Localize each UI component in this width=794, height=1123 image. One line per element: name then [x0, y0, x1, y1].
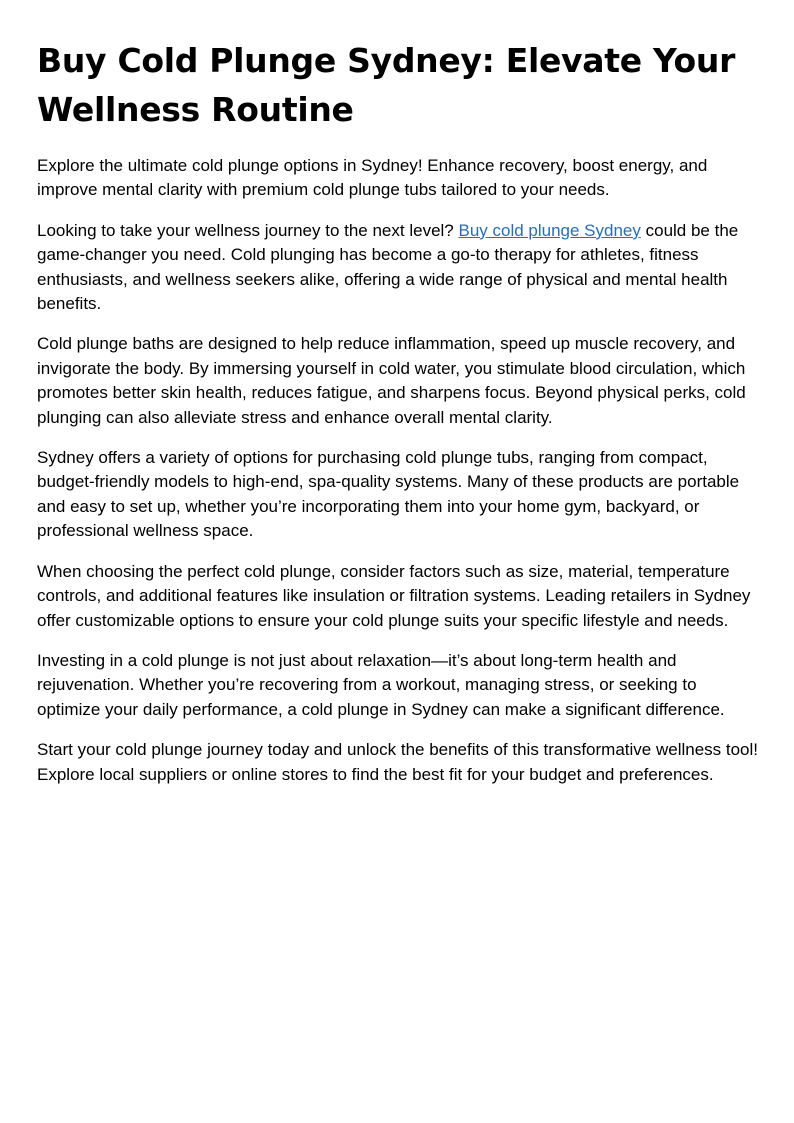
paragraph-5: When choosing the perfect cold plunge, consider factors such as size, material, temperature controls, and additional features like insulation or filtration systems. Leading retailers in Sydney offer customizable options to ensure your cold plunge suits your specific lifestyle and needs. [37, 561, 751, 630]
paragraph-6: Investing in a cold plunge is not just about relaxation—it’s about long-term health and rejuvenation. Whether you’re recovering from a workout, managing stress, or seeking to optimize your daily performance, a cold plunge in Sydney can make a significant difference. [37, 650, 725, 719]
buy-cold-plunge-sydney-link[interactable]: Buy cold plunge Sydney [458, 220, 641, 240]
page-title: Buy Cold Plunge Sydney: Elevate Your Wellness Routine [37, 41, 736, 129]
paragraph-2 [37, 219, 759, 317]
intro-paragraph: Explore the ultimate cold plunge options in Sydney! Enhance recovery, boost energy, and improve mental clarity with premium cold plunge tubs tailored to your needs. [37, 156, 708, 200]
paragraph-4: Sydney offers a variety of options for purchasing cold plunge tubs, ranging from compact, budget-friendly models to high-end, spa-quality systems. Many of these products are portable and easy to set up, whether you’re incorporating them into your home gym, backyard, or professional wellness space. [37, 448, 740, 541]
article [37, 36, 759, 803]
paragraph-2-after-link: could be the game-changer you need. Cold plunging has become a go-to therapy for athletes, fitness enthusiasts, and wellness seekers alike, offering a wide range of physical and mental health benefits. [37, 220, 739, 314]
paragraph-2-before-link: Looking to take your wellness journey to the next level? [37, 220, 459, 240]
paragraph-3: Cold plunge baths are designed to help reduce inflammation, speed up muscle recovery, and invigorate the body. By immersing yourself in cold water, you stimulate blood circulation, which promotes better skin health, reduces fatigue, and sharpens focus. Beyond physical perks, cold plunging can also alleviate stress and enhance overall mental clarity. [37, 334, 746, 427]
paragraph-7: Start your cold plunge journey today and unlock the benefits of this transformative wellness tool! Explore local suppliers or online stores to find the best fit for your budget and preferences. [37, 740, 759, 784]
